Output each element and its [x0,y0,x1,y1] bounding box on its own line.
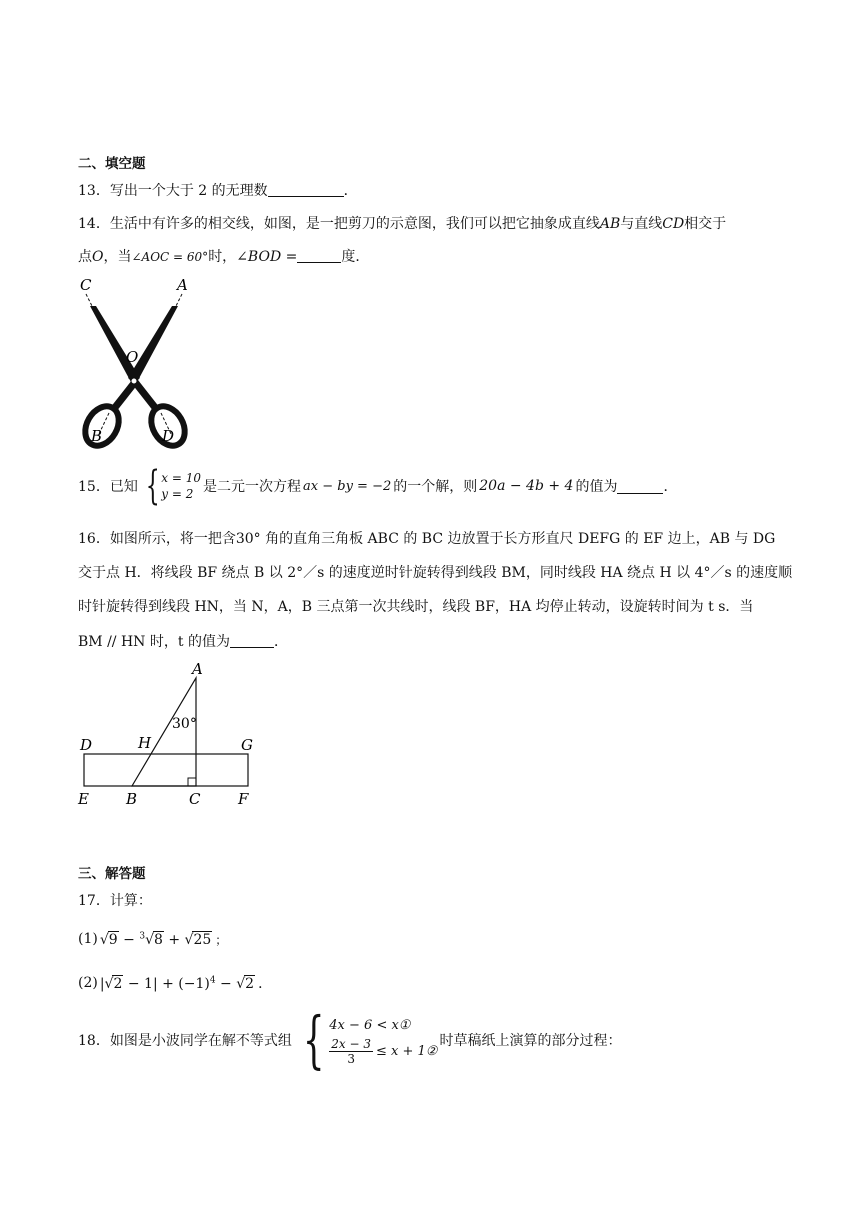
q14-text-when: ，当 [103,249,132,265]
q15-text-post: 的值为 [575,479,618,495]
q14-text-1: 生活中有许多的相交线，如图，是一把剪刀的示意图，我们可以把它抽象成直线 [109,216,600,232]
q17-part2-label: (2) [78,975,98,991]
fig16-label-angle: 30° [172,716,197,732]
question-16-line2: 交于点 H．将线段 BF 绕点 B 以 2°／s 的速度逆时针旋转得到线段 BM，同时线段 HA 绕点 H 以 4°／s 的速度顺 [78,565,793,581]
triangle-ruler-figure [76,660,276,810]
question-14-line2 [78,246,369,266]
q18-text-post: 时草稿纸上演算的部分过程： [439,1033,622,1049]
question-13 [78,180,358,200]
section-title-fill-blank: 二、填空题 [78,156,146,172]
q18-number: 18． [78,1033,110,1049]
triangle-abc [132,678,196,786]
q14-point-o: O [92,249,104,265]
scissors-figure [76,276,206,452]
fig16-label-f: F [238,790,249,808]
scissors-pivot [131,378,137,384]
question-18 [78,1003,622,1076]
q18-brace: { [302,1003,325,1076]
q17-part2-expression: $|√2 - 1| + (-1)^4 - √2$ [99,974,255,992]
scissors-blade-right [128,306,178,384]
q17-part1-expression: √9 − $^3$√8 + √25 [99,930,212,948]
ruler-rectangle-defg [84,754,248,786]
q15-text-mid2: 的一个解，则 [393,479,478,495]
q18-fraction-denominator: 3 [347,1051,355,1066]
q17-text: 计算： [109,893,152,909]
q14-text-shi: 时， [208,249,237,265]
fig16-label-d: D [80,736,93,754]
q18-fraction-numerator: 2x − 3 [331,1036,372,1051]
question-14-line1 [78,213,726,233]
q15-brace: { [145,463,160,509]
q18-system-lines [329,1015,437,1066]
question-16-line3: 时针旋转得到线段 HN，当 N，A，B 三点第一次共线时，线段 BF，HA 均停止转动，设旋转时间为 t s．当 [78,599,754,615]
q14-number: 14． [78,216,110,232]
fig16-label-g: G [241,736,253,754]
q15-end: ． [663,479,678,495]
q18-inequality-2-rest: ≤ x + 1② [376,1043,438,1059]
question-15 [78,463,678,509]
fig16-label-b: B [126,790,138,808]
q15-expression: 20a − 4b + 4 [479,478,574,494]
q14-question-angle: ∠BOD = [236,249,298,265]
scissors-dash-c [86,294,92,306]
q15-system-lines [161,470,201,502]
q15-system-x: x = 10 [161,471,202,485]
q16-answer-blank[interactable] [230,633,274,648]
q16-text-1: 如图所示，将一把含30° 角的直角三角板 ABC 的 BC 边放置于长方形直尺 DEFG 的 EF 边上，AB 与 DG [109,531,776,547]
q14-line-cd: CD [662,216,685,232]
q17-part1 [78,928,227,950]
q16-text-4: BM // HN 时，t 的值为 [78,634,230,650]
q13-number: 13． [78,183,110,199]
q17-number: 17． [78,893,110,909]
scissors-label-a: A [177,276,188,294]
q13-text: 写出一个大于 2 的无理数 [109,183,268,199]
q18-text-pre: 如图是小波同学在解不等式组 [109,1033,292,1049]
q17-part1-end: ； [215,932,228,947]
q13-answer-blank[interactable] [268,182,344,197]
q17-part1-label: (1) [78,931,98,947]
q17-part2-end: ． [258,976,273,992]
scissors-label-d: D [162,427,175,445]
q15-text-pre: 已知 [109,479,138,495]
q14-condition: ∠AOC = 60° [131,250,209,264]
q16-number: 16． [78,531,110,547]
q14-text-intersect: 相交于 [684,216,727,232]
fig16-label-c: C [189,790,201,808]
q18-inequality-1: 4x − 6 < x① [329,1017,411,1033]
q15-equation: ax − by = −2 [303,478,392,494]
q14-unit: 度． [341,249,370,265]
q18-inequality-2 [329,1037,437,1066]
q15-number: 15． [78,479,110,495]
q15-system-y: y = 2 [161,487,194,501]
right-angle-mark [188,778,196,786]
question-16-line4 [78,631,288,651]
q14-answer-blank[interactable] [297,248,341,263]
q17-part2 [78,972,272,994]
scissors-label-b: B [91,427,103,445]
q18-inequality-system [294,1003,438,1076]
q16-end: ． [273,634,288,650]
section-title-solutions: 三、解答题 [78,866,146,882]
q18-fraction [329,1037,373,1066]
fig16-label-e: E [78,790,89,808]
scissors-dash-a [176,294,182,306]
q14-text-point: 点 [78,249,92,265]
q15-text-mid: 是二元一次方程 [203,479,302,495]
fig16-label-a: A [192,660,203,678]
scissors-label-o: O [126,348,139,366]
q14-line-ab: AB [599,216,621,232]
q15-answer-blank[interactable] [617,479,663,494]
q13-end: ． [343,183,358,199]
q14-text-with: 与直线 [620,216,663,232]
scissors-label-c: C [80,276,92,294]
question-17 [78,890,152,910]
q15-equation-system [140,463,202,509]
fig16-label-h: H [138,734,152,752]
question-16-line1 [78,528,775,548]
